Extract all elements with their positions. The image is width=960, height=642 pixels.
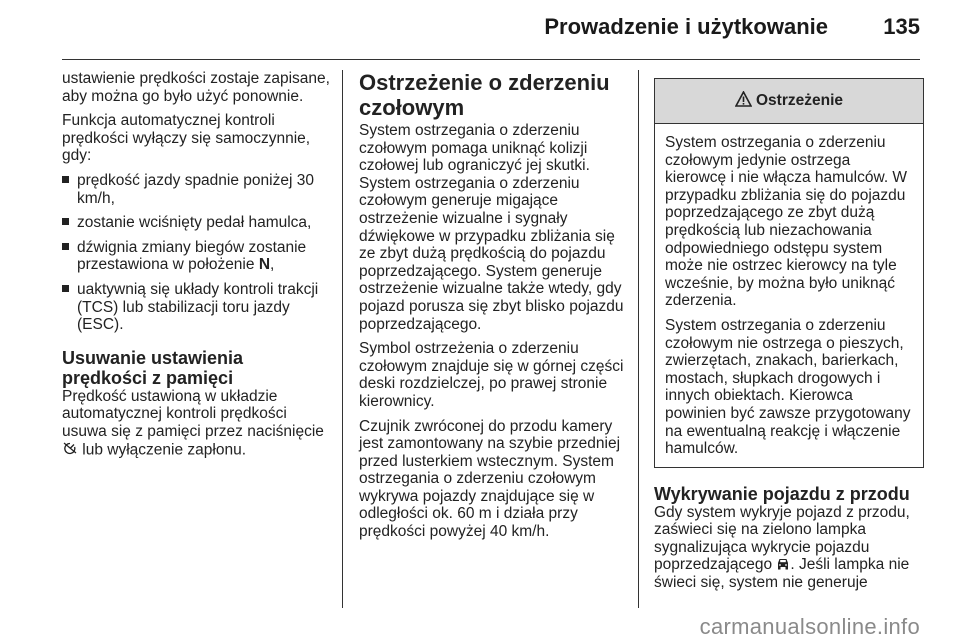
paragraph: System ostrzegania o zderzeniu czołowym jedynie ostrzega kierowcę i nie włącza hamulców. W przypadku zbliżania się do pojazdu poprzedzającego ze zbyt dużą prędkością lub niezachowania odpowiedniego odstępu system może nie ostrzec kierowcy na tyle wcześnie, by można było uniknąć zderzenia. xyxy=(665,134,908,310)
list-item: dźwignia zmiany biegów zostanie przestawiona w położenie N, xyxy=(62,239,330,274)
warning-header xyxy=(655,79,923,124)
bullet-square-icon xyxy=(62,218,69,225)
paragraph: ustawienie prędkości zostaje zapisane, aby można go było użyć ponownie. xyxy=(62,70,330,105)
warning-body xyxy=(655,124,923,467)
vehicle-ahead-icon xyxy=(776,557,790,575)
bullet-square-icon xyxy=(62,176,69,183)
cruise-cancel-icon xyxy=(62,441,78,460)
paragraph: Prędkość ustawioną w układzie automatycznej kontroli prędkości usuwa się z pamięci przez naciśnięcie lub wyłączenie zapłonu. xyxy=(62,387,324,458)
paragraph: System ostrzegania o zderzeniu czołowym pomaga uniknąć kolizji czołowej lub ograniczyć jej skutki. System ostrzegania o zderzeniu czołowym generuje migające ostrzeżenie wizualne i sygnały dźwiękowe w przypadku zbliżania się ze zbyt dużą prędkością do pojazdu poprzedzającego. System generuje ostrzeżenie wizualne także wtedy, gdy pojazd porusza się zbyt blisko pojazdu poprzedzającego. xyxy=(359,122,624,333)
header-divider xyxy=(62,59,920,60)
bullet-list xyxy=(62,172,330,334)
section-heading: Usuwanie ustawienia prędkości z pamięci xyxy=(62,347,244,388)
header-title: Prowadzenie i użytkowanie xyxy=(544,14,828,39)
section-heading: Ostrzeżenie o zderzeniu czołowym xyxy=(359,70,610,120)
paragraph: Czujnik zwróconej do przodu kamery jest zamontowany na szybie przedniej przed lusterkiem wstecznym. System ostrzegania o zderzeniu czołowym wykrywa pojazdy znajdujące się w odległości ok. 60 m i działa przy prędkości powyżej 40 km/h. xyxy=(359,417,621,541)
paragraph: Gdy system wykryje pojazd z przodu, zaświeci się na zielono lampka sygnalizująca wykrycie pojazdu poprzedzającego . Jeśli lampka nie świeci się, system nie generuje xyxy=(654,503,910,592)
warning-title: Ostrzeżenie xyxy=(755,92,843,110)
paragraph: System ostrzegania o zderzeniu czołowym nie ostrzega o pieszych, zwierzętach, znakach, barierkach, mostach, słupkach drogowych i innych obiektach. Kierowca powinien być zawsze przygotowany na ewentualną reakcję i włączenie hamulców. xyxy=(665,316,911,458)
warning-box xyxy=(654,78,924,468)
warning-triangle-icon xyxy=(735,91,752,112)
bullet-square-icon xyxy=(62,243,69,250)
column-divider xyxy=(342,70,343,608)
section-heading: Wykrywanie pojazdu z przodu xyxy=(654,483,910,504)
paragraph: Symbol ostrzeżenia o zderzeniu czołowym znajduje się w górnej części deski rozdzielczej, po prawej stronie kierownicy. xyxy=(359,340,624,410)
page-number: 135 xyxy=(883,14,920,39)
list-item: prędkość jazdy spadnie poniżej 30 km/h, xyxy=(62,172,330,207)
watermark: carmanualsonline.info xyxy=(699,614,920,639)
page-header xyxy=(0,0,960,60)
list-item: zostanie wciśnięty pedał hamulca, xyxy=(62,214,330,232)
column-divider xyxy=(638,70,639,608)
bullet-square-icon xyxy=(62,285,69,292)
list-item: uaktywnią się układy kontroli trakcji (TCS) lub stabilizacji toru jazdy (ESC). xyxy=(62,281,330,334)
column-right xyxy=(654,72,924,599)
paragraph: Funkcja automatycznej kontroli prędkości wyłączy się samoczynnie, gdy: xyxy=(62,112,311,165)
column-left xyxy=(62,70,330,466)
column-middle xyxy=(359,70,627,548)
gear-position-n: N xyxy=(258,256,271,274)
